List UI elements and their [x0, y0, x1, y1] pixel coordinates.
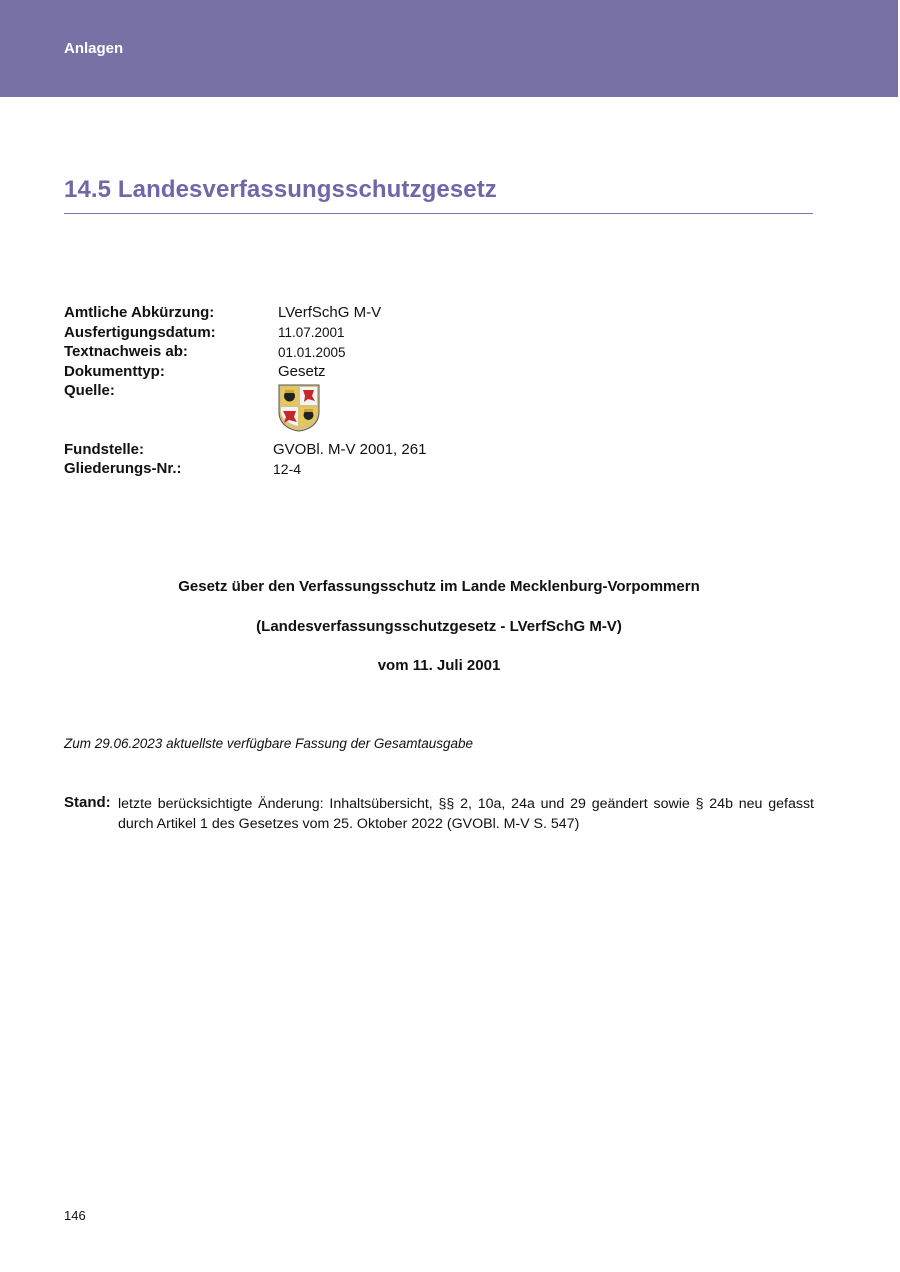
header-band [0, 0, 898, 97]
stand-label: Stand: [64, 794, 111, 811]
stand-text: letzte berücksichtigte Änderung: Inhaltsübersicht, §§ 2, 10a, 24a und 29 geändert sowie § 24b neu gefasst durch Artikel 1 des Gesetzes vom 25. Oktober 2022 (GVOBl. M-V S. 547) [118, 796, 814, 832]
law-date: vom 11. Juli 2001 [377, 657, 501, 674]
coat-of-arms-icon [278, 384, 320, 432]
header-label: Anlagen [64, 40, 124, 57]
page-number: 146 [64, 1208, 86, 1223]
textnachweis-label: Textnachweis ab: [64, 343, 188, 360]
gliederung-value: 12-4 [273, 461, 302, 477]
law-title: Gesetz über den Verfassungsschutz im Lande Mecklenburg-Vorpommern [178, 578, 700, 595]
section-title: 14.5 Landesverfassungsschutzgesetz [64, 176, 497, 203]
date-label: Ausfertigungsdatum: [64, 324, 216, 341]
fundstelle-value: GVOBl. M-V 2001, 261 [273, 441, 427, 458]
date-value: 11.07.2001 [278, 325, 345, 340]
doctype-label: Dokumenttyp: [64, 363, 165, 380]
version-note: Zum 29.06.2023 aktuellste verfügbare Fassung der Gesamtausgabe [64, 736, 473, 751]
abbreviation-value: LVerfSchG M-V [278, 304, 382, 321]
abbreviation-label: Amtliche Abkürzung: [64, 304, 215, 321]
fundstelle-label: Fundstelle: [64, 441, 145, 458]
title-divider [64, 213, 813, 214]
law-subtitle: (Landesverfassungsschutzgesetz - LVerfSchG M-V) [256, 618, 622, 635]
doctype-value: Gesetz [278, 363, 326, 380]
gliederung-label: Gliederungs-Nr.: [64, 460, 182, 477]
textnachweis-value: 01.01.2005 [278, 345, 346, 360]
source-label: Quelle: [64, 382, 115, 399]
